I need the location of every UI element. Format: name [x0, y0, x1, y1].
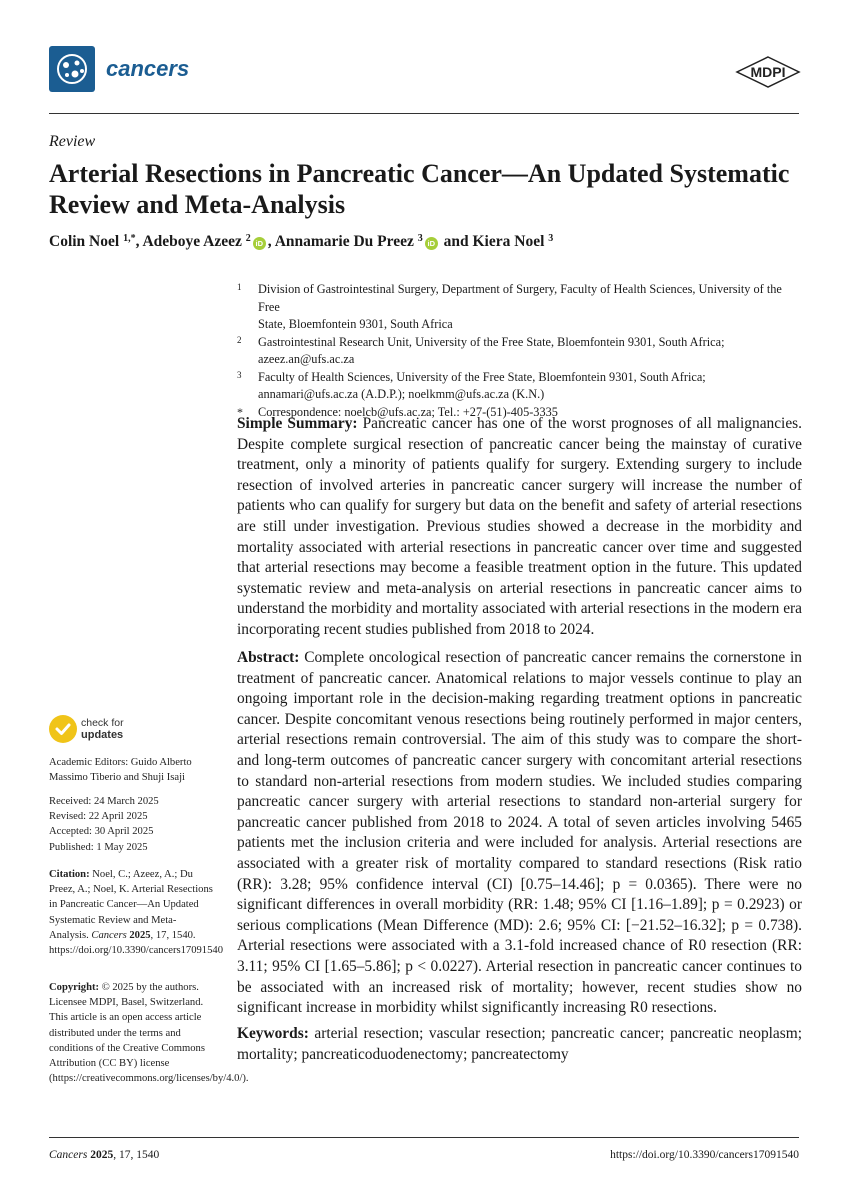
abstract-text: Complete oncological resection of pancreatic cancer remains the cornerstone in treatment of pancreatic cancer. Anatomical relations to major vessels continue to play an ongoing important role in the decision-making regarding treatment options in pancreatic cancer. Despite concomitant venous resections being routinely performed in major centers, arterial resections remain controversial. The aim of this study was to compare the short- and long-term outcomes of pancreatic cancer surgery with concomitant arterial resections to standard non-arterial resections from modern studies. We included studies comparing pancreatic cancer surgery with arterial resections to standard non-arterial surgery for pancreatic cancer published from 2018 to 2024. A total of seven articles involving 5465 patients met the inclusion criteria and were included for analysis. Arterial resections are associated with a greater risk of mortality compared to standard resections (Risk ratio (RR): 3.28; 95% confidence interval (CI) [0.75–14.46]; p = 0.0365). There were no significant differences in overall morbidity (RR: 1.48; 95% CI [1.16–1.89]; p = 0.2923) or serious complications (Mean Difference (MD): 2.6; 95% CI: [−21.52–16.32]; p = 0.738). Arterial resections were associated with a 3.1-fold increased chance of R0 resection (RR: 3.11; 95% CI [1.65–5.86]; p < 0.0227). Arterial resection in pancreatic cancer continues to be associated with an increased risk of mortality; however, recent studies show no significant increase in morbidity whilst significantly increasing R0 resections.	[237, 649, 802, 1017]
revised-date: Revised: 22 April 2025	[49, 811, 148, 823]
article-title: Arterial Resections in Pancreatic Cancer—An Updated Systematic Review and Meta-Analysis	[49, 159, 790, 219]
affiliation-number: 3	[237, 369, 242, 380]
footer-citation	[49, 1149, 159, 1161]
affiliation-line: Faculty of Health Sciences, University of the Free State, Bloemfontein 9301, South Africa;	[258, 369, 706, 384]
affiliation-number: 1	[237, 282, 242, 292]
article-type: Review	[49, 133, 96, 150]
affiliations	[237, 281, 802, 421]
simple-summary-label: Simple Summary:	[237, 415, 358, 432]
check-for-updates-button[interactable]	[49, 715, 179, 749]
citation-tail[interactable]: , 17, 1540. https://doi.org/10.3390/cancers17091540	[49, 929, 223, 957]
affiliation-line: State, Bloemfontein 9301, South Africa	[258, 317, 453, 331]
affiliation-line: azeez.an@ufs.ac.za	[258, 352, 355, 366]
publication-dates	[49, 794, 214, 855]
simple-summary-text: Pancreatic cancer has one of the worst prognoses of all malignancies. Despite complete surgical resection of pancreatic cancer being the mainstay of curative treatment, only a minority of patients qualify for surgery. Extending surgery to include resection of involved arteries in pancreatic cancer surgery will increase the number of patients who can qualify for surgery but data on the benefit and safety of arterial resections are still under investigation. Previous studies showed a decrease in the morbidity and mortality associated with arterial resections in pancreatic cancer over time and suggested that arterial resections may become a feasible treatment option in the future. This updated systematic review and meta-analysis on arterial resections in pancreatic cancer aims to understand the morbidity and mortality associated with arterial resections in the modern era incorporating recent studies published from 2018 to 2024.	[237, 415, 802, 638]
correspondence-marker: *	[237, 404, 243, 419]
affiliation-number: 2	[237, 334, 242, 345]
footer-year: 2025	[90, 1149, 114, 1161]
header-divider	[49, 113, 799, 114]
citation	[49, 867, 223, 958]
footer-journal: Cancers	[49, 1149, 88, 1161]
author-affiliation-marker: 1,*	[123, 233, 136, 244]
keywords	[237, 1024, 802, 1065]
author-separator: ,	[267, 233, 275, 250]
copyright-label: Copyright:	[49, 982, 100, 993]
published-date: Published: 1 May 2025	[49, 841, 148, 853]
affiliation-line: Division of Gastrointestinal Surgery, Department of Surgery, Faculty of Health Sciences, University of the Free	[258, 282, 782, 314]
affiliation-line: annamari@ufs.ac.za (A.D.P.); noelkmm@ufs.ac.za (K.N.)	[258, 387, 545, 401]
author-name: Annamarie Du Preez	[274, 233, 414, 250]
author-separator: and	[439, 233, 473, 250]
abstract-label: Abstract:	[237, 649, 300, 666]
citation-year: 2025	[129, 929, 151, 941]
journal-name: cancers	[106, 56, 190, 81]
check-updates-icon	[49, 715, 77, 743]
author-name: Adeboye Azeez	[142, 233, 242, 250]
author-affiliation-marker: 3	[548, 233, 554, 244]
copyright-text: © 2025 by the authors. Licensee MDPI, Basel, Switzerland. This article is an open access article distributed under the terms and conditions of the Creative Commons Attribution (CC BY) license (https://creativecommons.org/licenses/by/4.0/).	[49, 982, 249, 1085]
journal-logo	[49, 46, 95, 92]
mdpi-logo	[735, 56, 801, 88]
author-name: Kiera Noel	[472, 233, 545, 250]
author-separator: ,	[135, 233, 143, 250]
correspondence-line: Correspondence: noelcb@ufs.ac.za; Tel.: +27-(51)-405-3335	[258, 404, 558, 419]
accepted-date: Accepted: 30 April 2025	[49, 826, 154, 838]
orcid-icon[interactable]: iD	[425, 237, 438, 250]
check-updates-text	[81, 717, 124, 741]
keywords-label: Keywords:	[237, 1025, 309, 1042]
publisher-name: MDPI	[750, 64, 786, 80]
citation-journal: Cancers	[91, 929, 127, 941]
academic-editors: Academic Editors: Guido Alberto Massimo Tiberio and Shuji Isaji	[49, 757, 192, 784]
footer-doi-link[interactable]: https://doi.org/10.3390/cancers17091540	[610, 1149, 799, 1161]
affiliation-item	[237, 334, 802, 369]
footer-volume-page: , 17, 1540	[113, 1149, 160, 1161]
footer-divider	[49, 1137, 799, 1138]
affiliation-item	[237, 281, 802, 334]
author-list	[49, 233, 553, 251]
orcid-icon[interactable]: iD	[253, 237, 266, 250]
check-updates-line2: updates	[81, 729, 124, 741]
citation-text: Noel, C.; Azeez, A.; Du Preez, A.; Noel, K. Arterial Resections in Pancreatic Cancer—An Updated Systematic Review and Meta-Analysis.	[49, 869, 213, 941]
author-affiliation-marker: 2	[245, 233, 251, 244]
citation-label: Citation:	[49, 869, 90, 880]
check-updates-line1: check for	[81, 717, 124, 729]
copyright	[49, 980, 249, 1086]
affiliation-item	[237, 369, 802, 404]
abstract	[237, 648, 802, 1019]
author-affiliation-marker: 3	[417, 233, 423, 244]
author-name: Colin Noel	[49, 233, 120, 250]
affiliation-line: Gastrointestinal Research Unit, University of the Free State, Bloemfontein 9301, South Africa;	[258, 334, 725, 349]
keywords-text: arterial resection; vascular resection; pancreatic cancer; pancreatic neoplasm; mortality; pancreaticoduodenectomy; pancreatectomy	[237, 1025, 802, 1063]
simple-summary	[237, 414, 802, 641]
received-date: Received: 24 March 2025	[49, 796, 159, 807]
